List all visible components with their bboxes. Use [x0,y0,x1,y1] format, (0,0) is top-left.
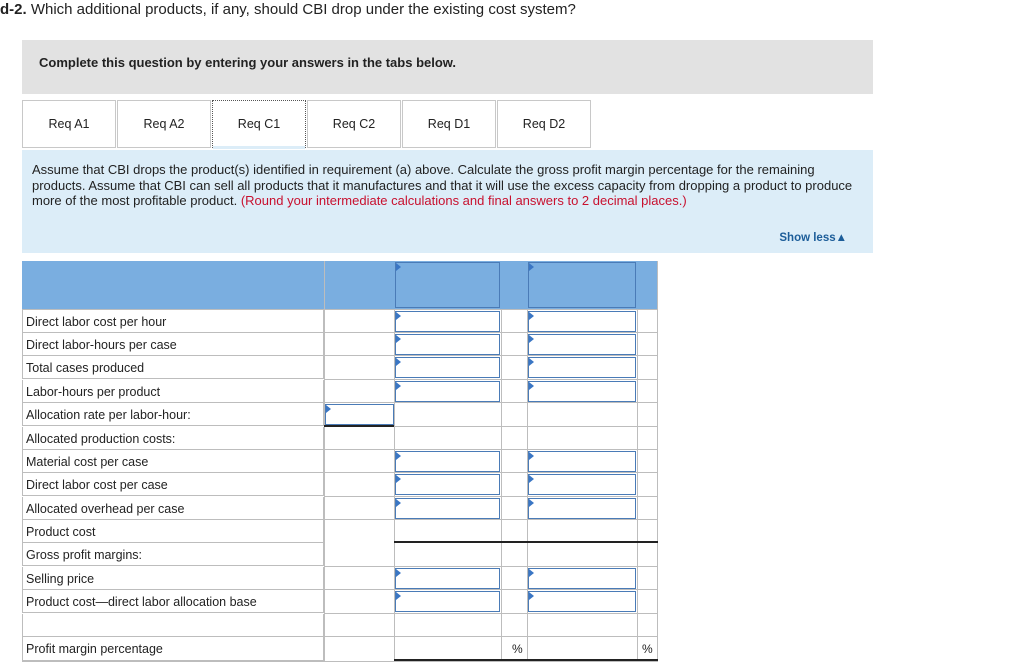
row-label: Product cost [22,520,324,543]
grid-line [324,309,325,661]
input-labor-hours-product-p1[interactable] [395,381,500,402]
input-overhead-p2[interactable] [528,498,636,519]
percent-sign: % [642,642,653,656]
grid-line [324,332,658,333]
total-rule [394,659,658,661]
row-label: Direct labor cost per case [22,473,324,496]
row-label: Profit margin percentage [22,637,324,661]
rounding-note: (Round your intermediate calculations and final answers to 2 decimal places.) [240,193,687,208]
row-label: Direct labor cost per hour [22,310,324,333]
grid-line [501,309,502,661]
instructions-text: Assume that CBI drops the product(s) identified in requirement (a) above. Calculate the gross profit margin percentage for the remaining products. Assume that CBI can sell all products that it manufactures and that it will use the excess capacity from dropping a product to produce more of the most profitable product. [32,162,853,208]
header-divider [324,261,325,309]
grid-line [324,566,658,567]
input-direct-labor-cost-p2[interactable] [528,474,636,495]
banner-text: Complete this question by entering your answers in the tabs below. [39,55,457,70]
grid-line [637,309,638,661]
row-label: Allocated overhead per case [22,497,324,520]
input-labor-hours-product-p2[interactable] [528,381,636,402]
total-rule [324,425,394,427]
input-labor-hours-p2[interactable] [528,334,636,355]
row-label: Direct labor-hours per case [22,333,324,356]
row-label: Product cost—direct labor allocation base [22,590,324,613]
row-label: Labor-hours per product [22,380,324,403]
input-selling-price-p1[interactable] [395,568,500,589]
input-cases-p1[interactable] [395,357,500,378]
input-labor-hours-p1[interactable] [395,334,500,355]
input-direct-labor-cost-p1[interactable] [395,474,500,495]
grid-line [324,519,658,520]
input-material-cost-p2[interactable] [528,451,636,472]
input-material-cost-p1[interactable] [395,451,500,472]
tab-req-c2[interactable]: Req C2 [307,100,401,148]
tab-req-d2[interactable]: Req D2 [497,100,591,148]
grid-line [324,636,658,637]
input-allocation-rate[interactable] [325,404,394,425]
header-input-2[interactable] [528,262,636,308]
grid-line [324,613,658,614]
input-overhead-p1[interactable] [395,498,500,519]
grid-line [324,355,658,356]
grid-line [324,589,658,590]
instructions-panel [22,150,873,253]
tab-req-a1[interactable]: Req A1 [22,100,116,148]
total-rule [394,541,658,543]
grid-line [22,309,658,310]
row-label: Allocated production costs: [22,427,324,450]
row-label: Total cases produced [22,356,324,379]
tab-req-a2[interactable]: Req A2 [117,100,211,148]
grid-line [657,261,658,661]
question-text: Which additional products, if any, should CBI drop under the existing cost system? [30,1,576,18]
grid-line [324,496,658,497]
row-label: Allocation rate per labor-hour: [22,403,324,426]
grid-line [324,402,658,403]
row-label: Selling price [22,567,324,590]
show-less-link[interactable]: Show less▲ [779,231,847,244]
input-product-cost-p1[interactable] [395,591,500,612]
percent-sign: % [512,642,523,656]
question-number: d-2. [0,1,27,18]
input-cases-p2[interactable] [528,357,636,378]
input-product-cost-p2[interactable] [528,591,636,612]
input-labor-cost-p1[interactable] [395,311,500,332]
tab-req-c1[interactable]: Req C1 [212,100,306,148]
row-label: Gross profit margins: [22,543,324,566]
input-labor-cost-p2[interactable] [528,311,636,332]
instructions-banner [22,40,873,94]
row-label: Material cost per case [22,450,324,473]
header-input-1[interactable] [395,262,500,308]
grid-line [22,661,658,662]
question-heading [0,1,576,18]
grid-line [324,379,658,380]
grid-line [324,472,658,473]
row-label [22,614,324,637]
input-selling-price-p2[interactable] [528,568,636,589]
grid-line [324,449,658,450]
tab-req-d1[interactable]: Req D1 [402,100,496,148]
